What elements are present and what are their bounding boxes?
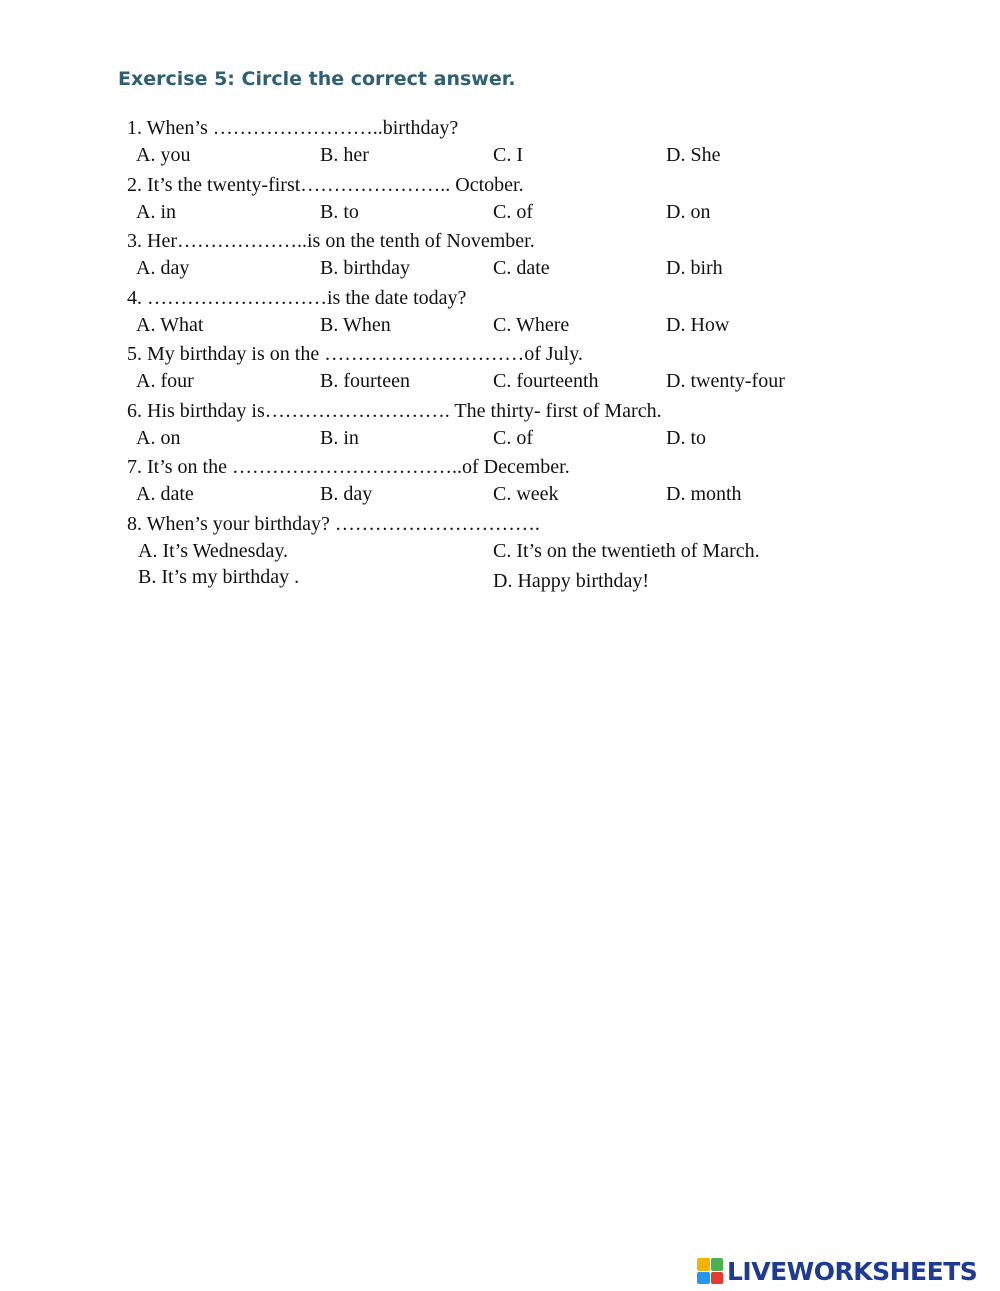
q6-option-d[interactable]: D. to: [666, 427, 706, 449]
question-7: 7. It’s on the ……………………………..of December.: [127, 456, 570, 478]
q6-option-a[interactable]: A. on: [136, 427, 181, 449]
q5-option-b[interactable]: B. fourteen: [320, 370, 410, 392]
q7-option-b[interactable]: B. day: [320, 483, 373, 505]
q3-option-a[interactable]: A. day: [136, 257, 190, 279]
q4-option-a[interactable]: A. What: [136, 314, 204, 336]
q4-option-c[interactable]: C. Where: [493, 314, 570, 336]
q3-option-d[interactable]: D. birh: [666, 257, 723, 279]
q7-option-a[interactable]: A. date: [136, 483, 194, 505]
q7-option-d[interactable]: D. month: [666, 483, 742, 505]
q6-option-b[interactable]: B. in: [320, 427, 359, 449]
q5-option-d[interactable]: D. twenty-four: [666, 370, 785, 392]
logo-text: LIVEWORKSHEETS: [727, 1256, 978, 1286]
q8-option-c[interactable]: C. It’s on the twentieth of March.: [493, 540, 760, 562]
q5-option-c[interactable]: C. fourteenth: [493, 370, 599, 392]
question-6: 6. His birthday is………………………. The thirty- first of March.: [127, 400, 662, 422]
q2-option-c[interactable]: C. of: [493, 201, 533, 223]
question-3: 3. Her………………..is on the tenth of November.: [127, 230, 535, 252]
q7-option-c[interactable]: C. week: [493, 483, 559, 505]
q8-option-b[interactable]: B. It’s my birthday .: [138, 566, 300, 588]
question-2: 2. It’s the twenty-first………………….. October.: [127, 174, 524, 196]
q1-option-a[interactable]: A. you: [136, 144, 191, 166]
exercise-title: Exercise 5: Circle the correct answer.: [118, 68, 516, 90]
q8-option-a[interactable]: A. It’s Wednesday.: [138, 540, 289, 562]
q1-option-c[interactable]: C. I: [493, 144, 523, 166]
question-5: 5. My birthday is on the …………………………of July.: [127, 343, 583, 365]
q6-option-c[interactable]: C. of: [493, 427, 533, 449]
q4-option-b[interactable]: B. When: [320, 314, 391, 336]
q2-option-d[interactable]: D. on: [666, 201, 711, 223]
question-4: 4. ………………………is the date today?: [127, 287, 467, 309]
q5-option-a[interactable]: A. four: [136, 370, 194, 392]
logo-blocks-icon: [697, 1258, 723, 1284]
q2-option-b[interactable]: B. to: [320, 201, 359, 223]
q1-option-d[interactable]: D. She: [666, 144, 721, 166]
q2-option-a[interactable]: A. in: [136, 201, 176, 223]
q4-option-d[interactable]: D. How: [666, 314, 730, 336]
liveworksheets-logo[interactable]: [697, 1253, 977, 1289]
q1-option-b[interactable]: B. her: [320, 144, 369, 166]
question-8: 8. When’s your birthday? ………………………….: [127, 513, 540, 535]
q3-option-b[interactable]: B. birthday: [320, 257, 410, 279]
q8-option-d[interactable]: D. Happy birthday!: [493, 570, 650, 592]
q3-option-c[interactable]: C. date: [493, 257, 550, 279]
question-1: 1. When’s ……………………..birthday?: [127, 117, 459, 139]
